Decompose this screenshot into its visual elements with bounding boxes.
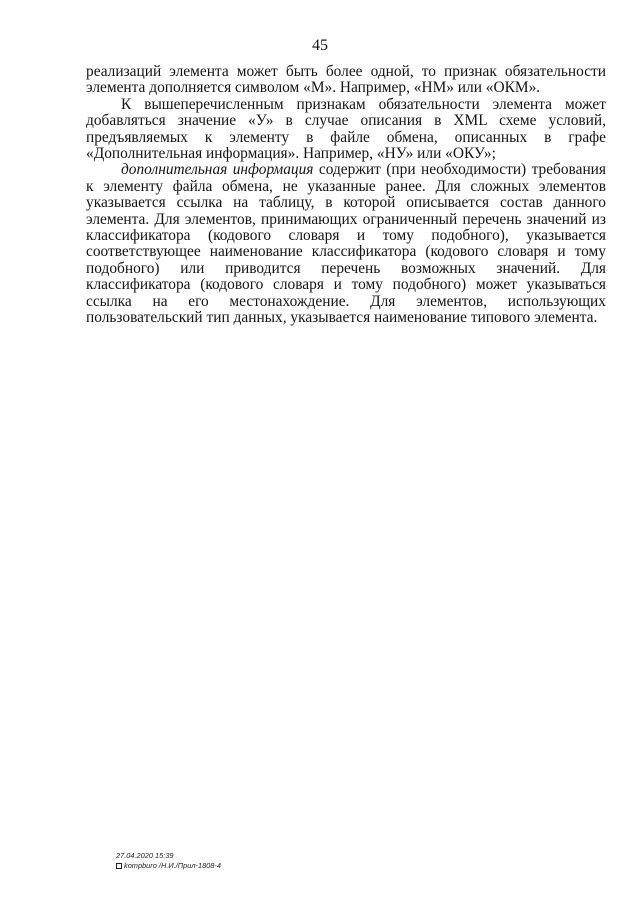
document-stamp-icon bbox=[116, 863, 122, 869]
footer-timestamp: 27.04.2020 15:39 bbox=[116, 851, 174, 860]
paragraph-obligation-addition: К вышеперечисленным признакам обязательности элемента может добавляться значение «У» в случае описания в XML схеме условий, предъявляемых к элементу в файле обмена, описанных в графе «Дополнительная информация». Например, «НУ» или «ОКУ»; bbox=[86, 95, 606, 163]
footer-stamp bbox=[116, 851, 221, 870]
term-additional-info: дополнительная информация bbox=[121, 161, 314, 179]
paragraph-continuation: реализаций элемента может быть более одной, то признак обязательности элемента дополняется символом «М». Например, «НМ» или «ОКМ». bbox=[86, 63, 606, 97]
footer-signature-line bbox=[116, 861, 221, 871]
page-number: 45 bbox=[312, 37, 328, 54]
footer-signature: kompburo /Н.И./Прил-1808-4 bbox=[124, 860, 221, 870]
paragraph-additional-info-text: содержит (при необходимости) требования к элементу файла обмена, не указанные ранее. Для сложных элементов указывается ссылка на таблицу, в которой описывается состав данного элемента. Для элементов, принимающих ограниченный перечень значений из классификатора (кодового словаря и тому подобного), указывается соответствующее наименование классификатора (кодового словаря и тому подобного) или приводится перечень возможных значений. Для классификатора (кодового словаря и тому подобного) может указываться ссылка на его местонахождение. Для элементов, использующих пользовательский тип данных, указывается наименование типового элемента. bbox=[86, 161, 606, 327]
document-body bbox=[86, 64, 606, 327]
paragraph-additional-info bbox=[86, 162, 606, 326]
